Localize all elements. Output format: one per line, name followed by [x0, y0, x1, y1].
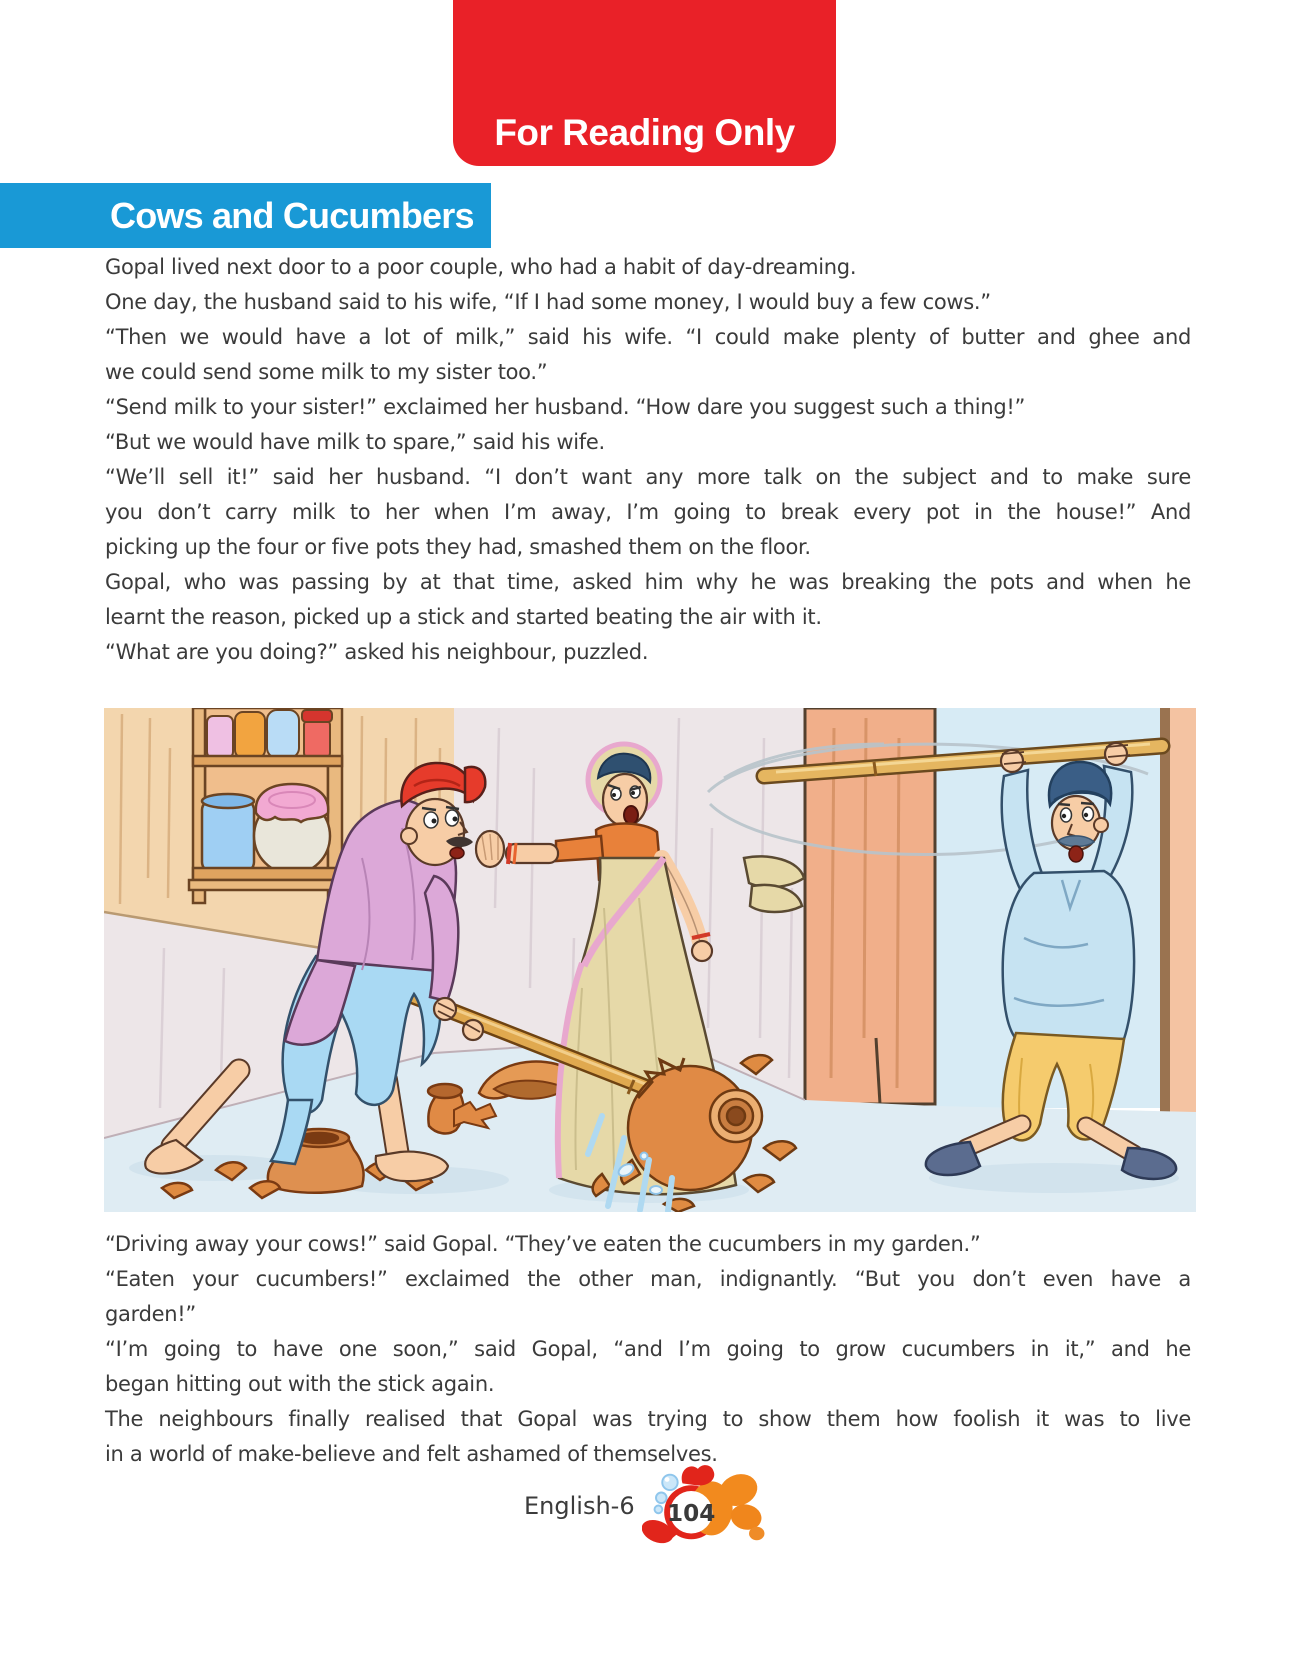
- story-paragraph: [105, 320, 1191, 390]
- story-line: One day, the husband said to his wife, “If I had some money, I would buy a few cows.”: [105, 290, 991, 314]
- story-paragraph: [105, 390, 1191, 425]
- story-line: Gopal lived next door to a poor couple, who had a habit of day-dreaming.: [105, 255, 857, 279]
- story-paragraph: [105, 565, 1191, 635]
- story-line: “We’ll sell it!” said her husband. “I don’t want any more talk on the subject and to make sure: [105, 465, 1191, 489]
- story-line: “What are you doing?” asked his neighbour, puzzled.: [105, 640, 649, 664]
- story-illustration: [104, 708, 1196, 1212]
- story-line: “I’m going to have one soon,” said Gopal, “and I’m going to grow cucumbers in it,” and he: [105, 1337, 1191, 1361]
- story-line: “Driving away your cows!” said Gopal. “They’ve eaten the cucumbers in my garden.”: [105, 1232, 981, 1256]
- story-paragraph: [105, 250, 1191, 285]
- page-footer: [524, 1462, 777, 1550]
- story-line: picking up the four or five pots they had, smashed them on the floor.: [105, 535, 811, 559]
- story-line: “But we would have milk to spare,” said his wife.: [105, 430, 605, 454]
- story-line: we could send some milk to my sister too.”: [105, 360, 548, 384]
- reading-only-ribbon: [453, 0, 836, 166]
- shelf-jars: [207, 710, 332, 758]
- story-line: “Eaten your cucumbers!” exclaimed the other man, indignantly. “But you don’t even have a: [105, 1267, 1191, 1291]
- story-paragraph: [105, 425, 1191, 460]
- story-paragraph: [105, 635, 1191, 670]
- story-line: “Send milk to your sister!” exclaimed her husband. “How dare you suggest such a thing!”: [105, 395, 1026, 419]
- story-illustration-canvas: [104, 708, 1196, 1212]
- page-number: 104: [666, 1500, 715, 1527]
- story-paragraph: [105, 285, 1191, 320]
- story-text-bottom: [105, 1227, 1191, 1472]
- story-line: you don’t carry milk to her when I’m away, I’m going to break every pot in the house!” And: [105, 500, 1191, 524]
- chapter-title-bar: [0, 183, 491, 248]
- story-line: “Then we would have a lot of milk,” said his wife. “I could make plenty of butter and ghee and: [105, 325, 1191, 349]
- reading-only-label: For Reading Only: [494, 112, 795, 153]
- story-paragraph: [105, 1262, 1191, 1332]
- lower-shelf-pots: [202, 784, 330, 874]
- book-label: English-6: [524, 1492, 635, 1520]
- publisher-fish-logo: [642, 1462, 777, 1550]
- story-text-top: [105, 250, 1191, 670]
- chapter-title: Cows and Cucumbers: [110, 194, 474, 236]
- story-line: began hitting out with the stick again.: [105, 1372, 495, 1396]
- story-line: garden!”: [105, 1302, 196, 1326]
- story-paragraph: [105, 1332, 1191, 1402]
- cupboard-shelf: [189, 708, 346, 908]
- story-line: learnt the reason, picked up a stick and started beating the air with it.: [105, 605, 822, 629]
- story-paragraph: [105, 1227, 1191, 1262]
- story-line: Gopal, who was passing by at that time, asked him why he was breaking the pots and when he: [105, 570, 1191, 594]
- story-line: The neighbours finally realised that Gopal was trying to show them how foolish it was to live: [105, 1407, 1191, 1431]
- story-line: in a world of make-believe and felt ashamed of themselves.: [105, 1442, 718, 1466]
- story-paragraph: [105, 460, 1191, 565]
